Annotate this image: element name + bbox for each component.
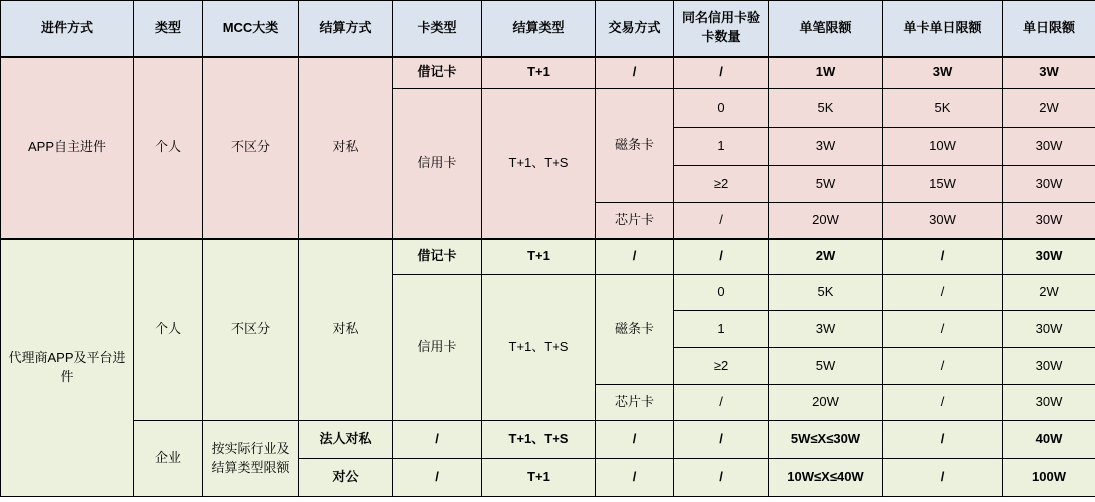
- cell-settlement-method: 对公: [299, 459, 393, 497]
- header-entry-method: 进件方式: [1, 1, 134, 57]
- cell-daily-limit: 2W: [1003, 89, 1095, 128]
- cell-per-card-daily-limit: 15W: [883, 166, 1003, 203]
- cell-settlement-type: T+1: [482, 57, 596, 89]
- table-row: [1, 57, 1095, 89]
- cell-per-transaction-limit: 1W: [769, 57, 883, 89]
- cell-verify-count: ≥2: [674, 166, 769, 203]
- cell-settlement-type: T+1: [482, 459, 596, 497]
- cell-verify-count: 0: [674, 275, 769, 311]
- cell-card-type: 信用卡: [393, 89, 482, 239]
- cell-transaction-method: /: [596, 239, 674, 275]
- cell-mcc: 不区分: [203, 239, 299, 421]
- cell-mcc: 按实际行业及结算类型限额: [203, 421, 299, 497]
- cell-transaction-method: /: [596, 57, 674, 89]
- cell-transaction-method: /: [596, 421, 674, 459]
- cell-per-transaction-limit: 5W: [769, 348, 883, 385]
- cell-verify-count: /: [674, 57, 769, 89]
- cell-card-type: /: [393, 421, 482, 459]
- cell-daily-limit: 30W: [1003, 311, 1095, 348]
- cell-per-card-daily-limit: /: [883, 275, 1003, 311]
- header-mcc-category: MCC大类: [203, 1, 299, 57]
- cell-per-card-daily-limit: /: [883, 239, 1003, 275]
- cell-entry-method-app: APP自主进件: [1, 57, 134, 239]
- cell-per-transaction-limit: 20W: [769, 385, 883, 421]
- cell-per-transaction-limit: 5W: [769, 166, 883, 203]
- header-per-card-daily-limit: 单卡单日限额: [883, 1, 1003, 57]
- header-per-transaction-limit: 单笔限额: [769, 1, 883, 57]
- header-settlement-method: 结算方式: [299, 1, 393, 57]
- header-type: 类型: [134, 1, 203, 57]
- header-row: [1, 1, 1095, 57]
- cell-daily-limit: 100W: [1003, 459, 1095, 497]
- cell-verify-count: /: [674, 239, 769, 275]
- cell-card-type: 信用卡: [393, 275, 482, 421]
- cell-per-card-daily-limit: /: [883, 459, 1003, 497]
- cell-per-card-daily-limit: 3W: [883, 57, 1003, 89]
- cell-type-personal: 个人: [134, 57, 203, 239]
- cell-verify-count: /: [674, 203, 769, 239]
- cell-per-card-daily-limit: /: [883, 421, 1003, 459]
- cell-verify-count: 0: [674, 89, 769, 128]
- cell-card-type: /: [393, 459, 482, 497]
- cell-daily-limit: 30W: [1003, 348, 1095, 385]
- cell-transaction-method: /: [596, 459, 674, 497]
- cell-type-enterprise: 企业: [134, 421, 203, 497]
- cell-transaction-method: 磁条卡: [596, 89, 674, 203]
- cell-card-type: 借记卡: [393, 57, 482, 89]
- cell-settlement-method: 法人对私: [299, 421, 393, 459]
- cell-mcc: 不区分: [203, 57, 299, 239]
- cell-per-card-daily-limit: /: [883, 385, 1003, 421]
- cell-settlement-type: T+1、T+S: [482, 421, 596, 459]
- cell-card-type: 借记卡: [393, 239, 482, 275]
- cell-daily-limit: 3W: [1003, 57, 1095, 89]
- cell-per-card-daily-limit: 30W: [883, 203, 1003, 239]
- cell-per-transaction-limit: 5K: [769, 89, 883, 128]
- header-transaction-method: 交易方式: [596, 1, 674, 57]
- cell-settlement-type: T+1、T+S: [482, 89, 596, 239]
- cell-per-card-daily-limit: /: [883, 311, 1003, 348]
- cell-entry-method-agent: 代理商APP及平台进件: [1, 239, 134, 497]
- cell-per-transaction-limit: 5K: [769, 275, 883, 311]
- cell-verify-count: /: [674, 459, 769, 497]
- cell-settlement-type: T+1: [482, 239, 596, 275]
- cell-per-transaction-limit: 3W: [769, 128, 883, 166]
- cell-verify-count: /: [674, 385, 769, 421]
- table-row: [1, 421, 1095, 459]
- cell-verify-count: 1: [674, 128, 769, 166]
- cell-transaction-method: 芯片卡: [596, 385, 674, 421]
- cell-per-card-daily-limit: 10W: [883, 128, 1003, 166]
- header-daily-limit: 单日限额: [1003, 1, 1095, 57]
- cell-daily-limit: 30W: [1003, 385, 1095, 421]
- cell-transaction-method: 芯片卡: [596, 203, 674, 239]
- cell-verify-count: /: [674, 421, 769, 459]
- header-card-type: 卡类型: [393, 1, 482, 57]
- cell-per-transaction-limit: 5W≤X≤30W: [769, 421, 883, 459]
- cell-settlement-method: 对私: [299, 57, 393, 239]
- cell-per-transaction-limit: 10W≤X≤40W: [769, 459, 883, 497]
- cell-verify-count: 1: [674, 311, 769, 348]
- cell-daily-limit: 30W: [1003, 166, 1095, 203]
- cell-per-card-daily-limit: /: [883, 348, 1003, 385]
- cell-daily-limit: 30W: [1003, 128, 1095, 166]
- table-row: [1, 239, 1095, 275]
- cell-per-transaction-limit: 2W: [769, 239, 883, 275]
- cell-daily-limit: 30W: [1003, 203, 1095, 239]
- cell-verify-count: ≥2: [674, 348, 769, 385]
- cell-settlement-type: T+1、T+S: [482, 275, 596, 421]
- cell-daily-limit: 30W: [1003, 239, 1095, 275]
- cell-daily-limit: 2W: [1003, 275, 1095, 311]
- cell-transaction-method: 磁条卡: [596, 275, 674, 385]
- header-same-name-card-verify-count: 同名信用卡验卡数量: [674, 1, 769, 57]
- cell-per-card-daily-limit: 5K: [883, 89, 1003, 128]
- header-settlement-type: 结算类型: [482, 1, 596, 57]
- cell-per-transaction-limit: 3W: [769, 311, 883, 348]
- cell-per-transaction-limit: 20W: [769, 203, 883, 239]
- cell-type-personal: 个人: [134, 239, 203, 421]
- cell-daily-limit: 40W: [1003, 421, 1095, 459]
- cell-settlement-method: 对私: [299, 239, 393, 421]
